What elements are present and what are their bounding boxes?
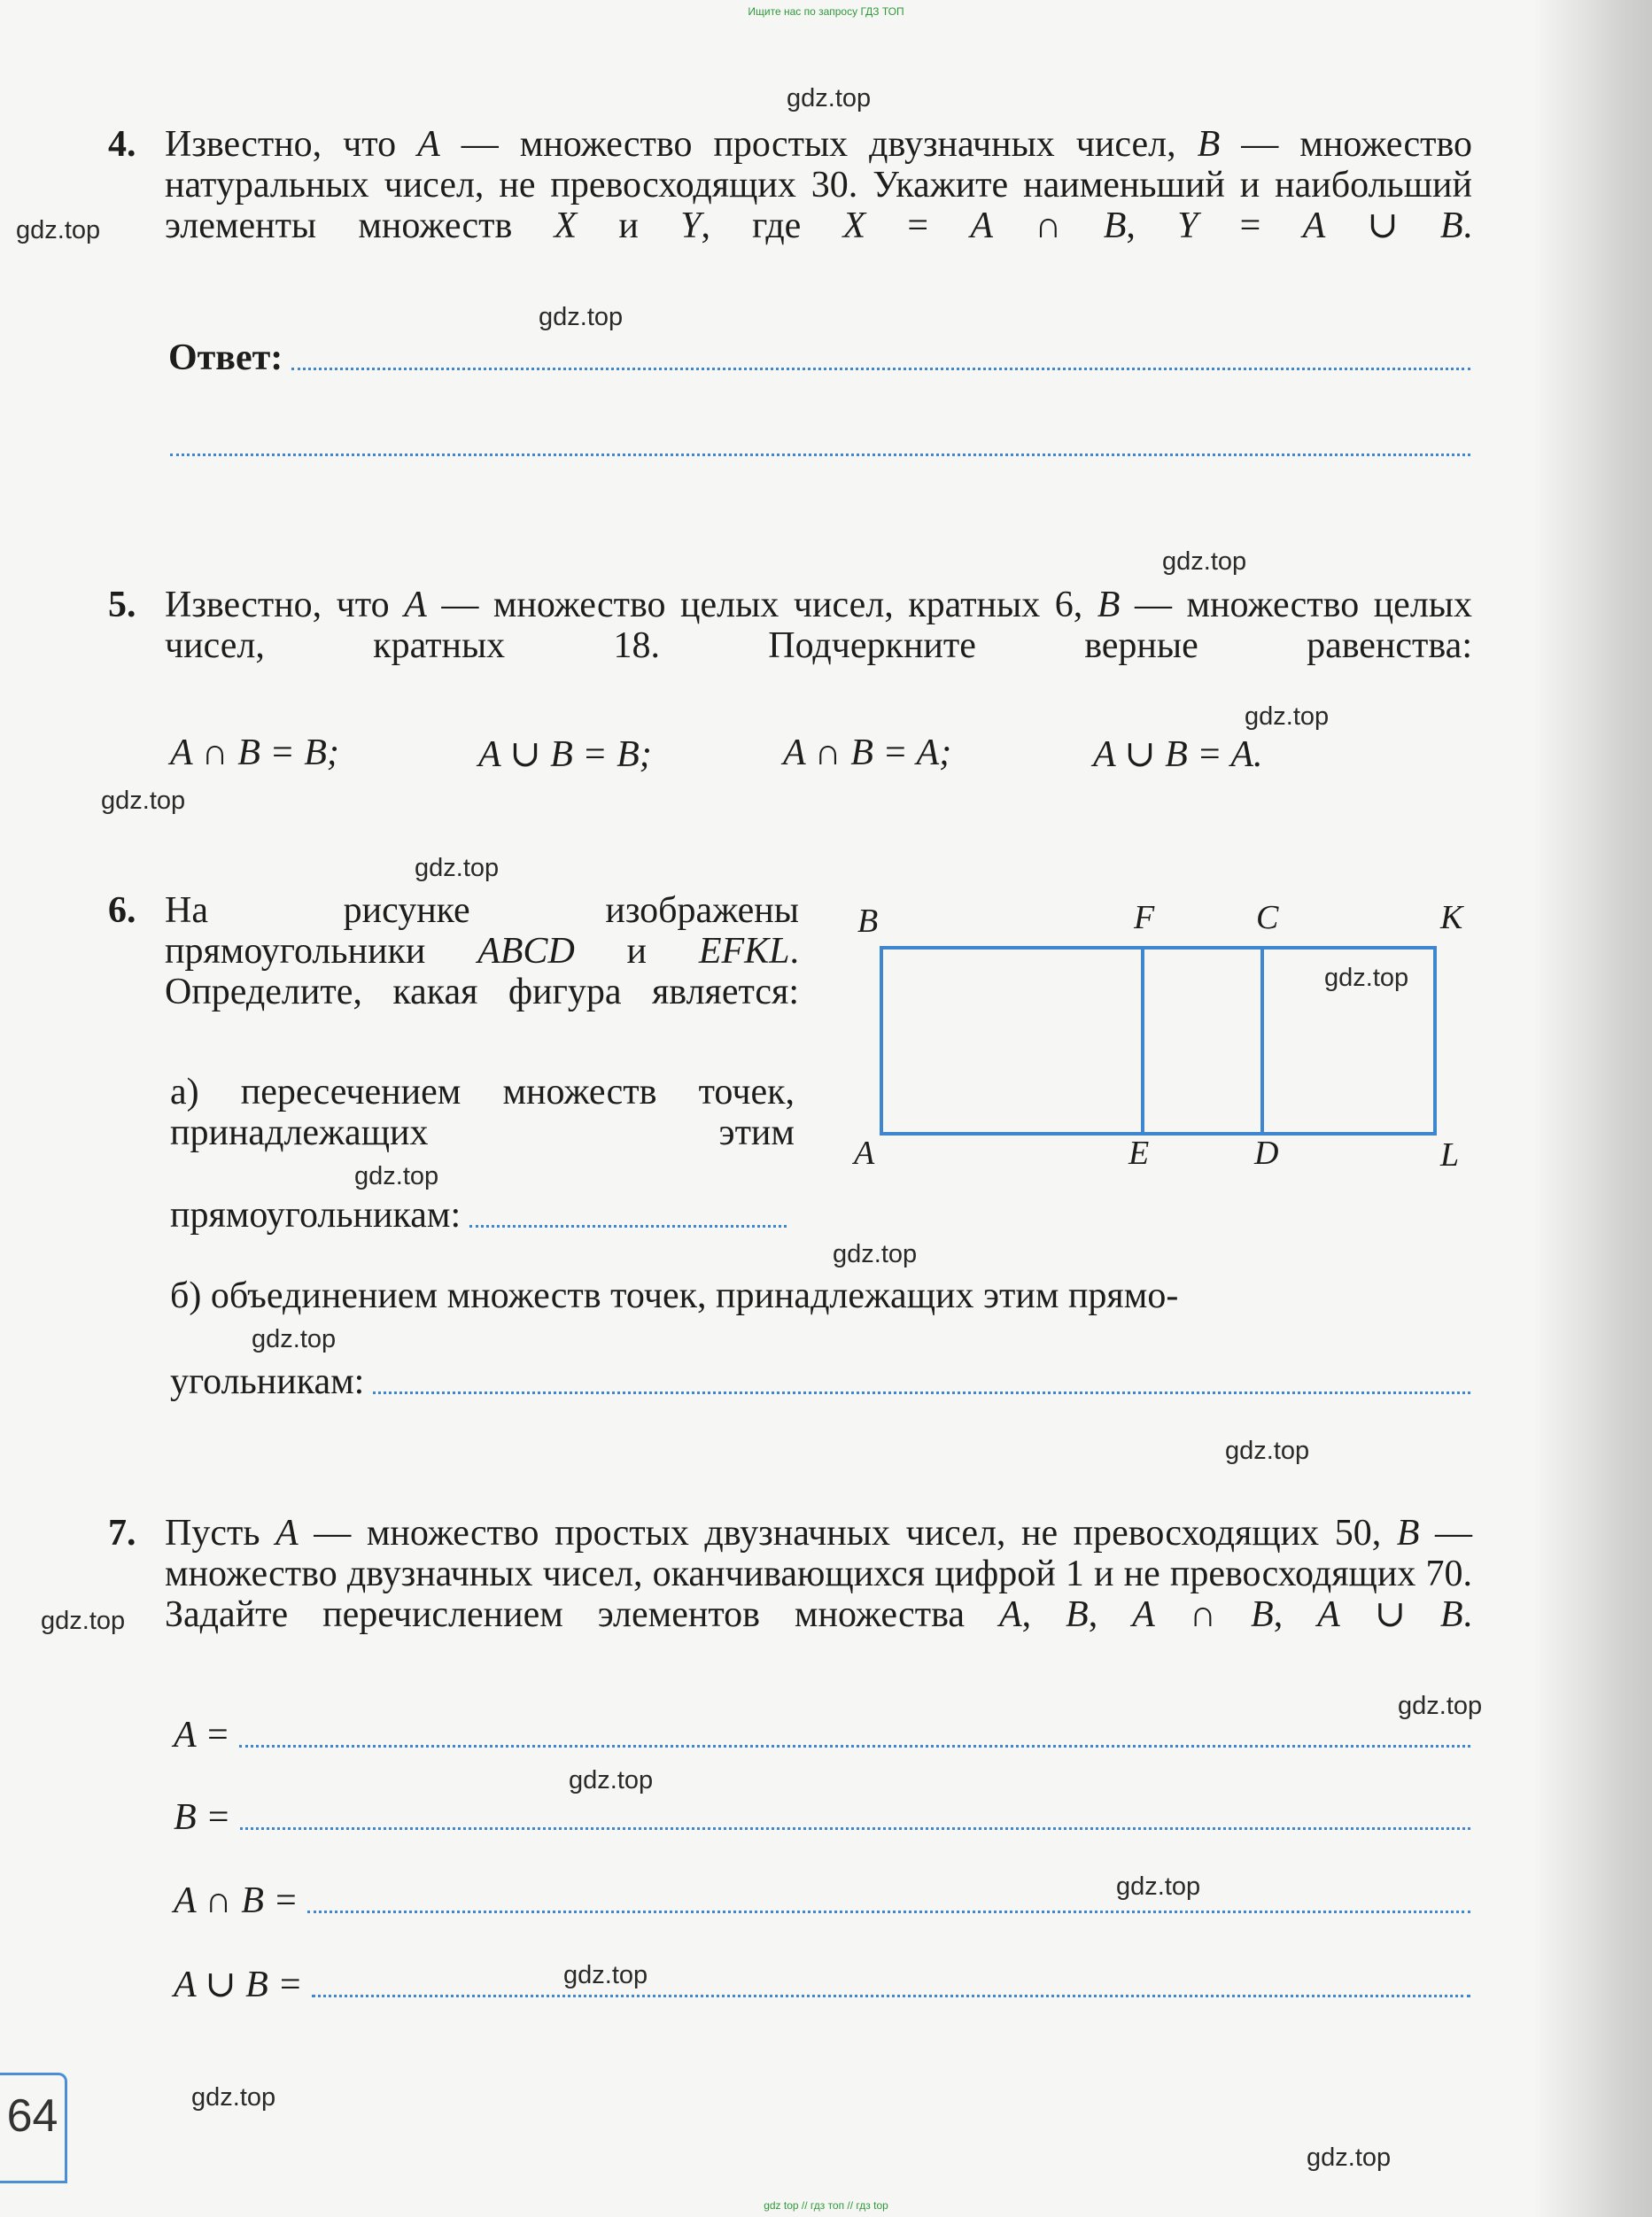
- equality-1[interactable]: A ∩ B = B;: [170, 733, 339, 773]
- answer-line-a[interactable]: [174, 1714, 1470, 1756]
- task-6: [108, 890, 799, 1053]
- dotted-line[interactable]: [239, 1738, 1470, 1748]
- answer-label: угольникам:: [170, 1361, 365, 1402]
- dotted-line[interactable]: [312, 1988, 1470, 1997]
- watermark: gdz.top: [787, 84, 872, 112]
- watermark: gdz.top: [354, 1162, 439, 1190]
- task-number: 6.: [108, 890, 136, 931]
- watermark: gdz.top: [101, 787, 186, 815]
- dotted-line[interactable]: [240, 1820, 1471, 1830]
- answer-line-union[interactable]: [174, 1962, 1470, 2006]
- task-6b: [170, 1275, 1468, 1316]
- watermark: gdz.top: [16, 216, 101, 244]
- watermark: gdz.top: [1116, 1872, 1201, 1901]
- answer-label: Ответ:: [168, 337, 283, 378]
- label-b: B: [857, 903, 879, 940]
- watermark: gdz.top: [41, 1607, 126, 1635]
- top-banner[interactable]: Ищите нас по запросу ГДЗ ТОП: [748, 5, 904, 18]
- answer-line-intersection[interactable]: [174, 1880, 1470, 1922]
- watermark: gdz.top: [563, 1961, 648, 1989]
- label-a: A: [854, 1135, 875, 1172]
- task-7: [108, 1513, 1472, 1676]
- watermark: gdz.top: [1225, 1437, 1310, 1465]
- task-text: Пусть A — множество простых двузначных чисел, не превосходящих 50, B — множество двузначных чисел, оканчивающихся цифрой 1 и не превосходящих 70. Задайте перечислением элементов множества A, B, A ∩ B, A ∪ B.: [165, 1513, 1473, 1635]
- task-number: 7.: [108, 1513, 136, 1554]
- rect-efkl: [1143, 948, 1435, 1134]
- equality-3[interactable]: A ∩ B = A;: [783, 733, 952, 773]
- answer-label: B =: [174, 1797, 231, 1838]
- dotted-line[interactable]: [291, 360, 1470, 370]
- watermark: gdz.top: [539, 303, 624, 331]
- watermark: gdz.top: [833, 1240, 918, 1268]
- watermark: gdz.top: [1324, 964, 1409, 992]
- answer-label: A =: [174, 1715, 230, 1756]
- answer-label: A ∪ B =: [174, 1965, 303, 2005]
- watermark: gdz.top: [1245, 702, 1330, 731]
- page-edge-shadow: [1532, 0, 1652, 2217]
- answer-line[interactable]: [170, 1194, 787, 1236]
- part-a-text: а) пересечением множеств точек, принадлежащих этим: [170, 1072, 795, 1153]
- label-c: C: [1256, 899, 1279, 936]
- task-text: Известно, что A — множество простых двузначных чисел, B — множество натуральных чисел, не превосходящих 30. Укажите наименьший и наибольший элементы множеств X и Y, где X = A ∩ B, Y = A ∪ B.: [165, 124, 1473, 246]
- task-number: 4.: [108, 124, 136, 165]
- answer-line[interactable]: [170, 1360, 1470, 1403]
- watermark: gdz.top: [1398, 1692, 1483, 1720]
- answer-label: прямоугольникам:: [170, 1195, 461, 1236]
- equality-2[interactable]: A ∪ B = B;: [478, 734, 652, 775]
- task-number: 5.: [108, 585, 136, 625]
- answer-line[interactable]: [168, 337, 1470, 379]
- rect-abcd-left: [881, 948, 1262, 1134]
- task-4: [108, 124, 1472, 287]
- part-b-text: б) объединением множеств точек, принадлежащих этим прямо-: [170, 1275, 1179, 1316]
- task-text: На рисунке изображены прямоугольники ABCD и EFKL. Определите, какая фигура является:: [165, 890, 799, 1012]
- label-l: L: [1440, 1136, 1460, 1174]
- watermark: gdz.top: [191, 2083, 276, 2112]
- answer-line-b[interactable]: [174, 1796, 1470, 1839]
- watermark: gdz.top: [1162, 547, 1247, 576]
- label-f: F: [1134, 899, 1155, 936]
- dotted-line[interactable]: [307, 1903, 1470, 1913]
- label-d: D: [1254, 1135, 1279, 1172]
- bottom-banner[interactable]: gdz top // гдз топ // гдз top: [764, 2199, 888, 2212]
- task-text: Известно, что A — множество целых чисел, кратных 6, B — множество целых чисел, кратных 18. Подчеркните верные равенства:: [165, 585, 1473, 666]
- dotted-line[interactable]: [373, 1384, 1470, 1394]
- answer-label: A ∩ B =: [174, 1880, 299, 1921]
- rectangles-figure: [868, 939, 1453, 1151]
- task-6a: [170, 1072, 795, 1194]
- watermark: gdz.top: [1307, 2143, 1392, 2172]
- watermark: gdz.top: [415, 854, 500, 882]
- watermark: gdz.top: [252, 1325, 337, 1353]
- page-number: 64: [0, 2073, 67, 2183]
- label-k: K: [1440, 899, 1463, 936]
- task-5: [108, 585, 1472, 707]
- equality-4[interactable]: A ∪ B = A.: [1093, 734, 1263, 775]
- answer-line-2[interactable]: [170, 452, 1470, 456]
- watermark: gdz.top: [569, 1766, 654, 1795]
- label-e: E: [1128, 1135, 1150, 1172]
- dotted-line[interactable]: [469, 1218, 787, 1228]
